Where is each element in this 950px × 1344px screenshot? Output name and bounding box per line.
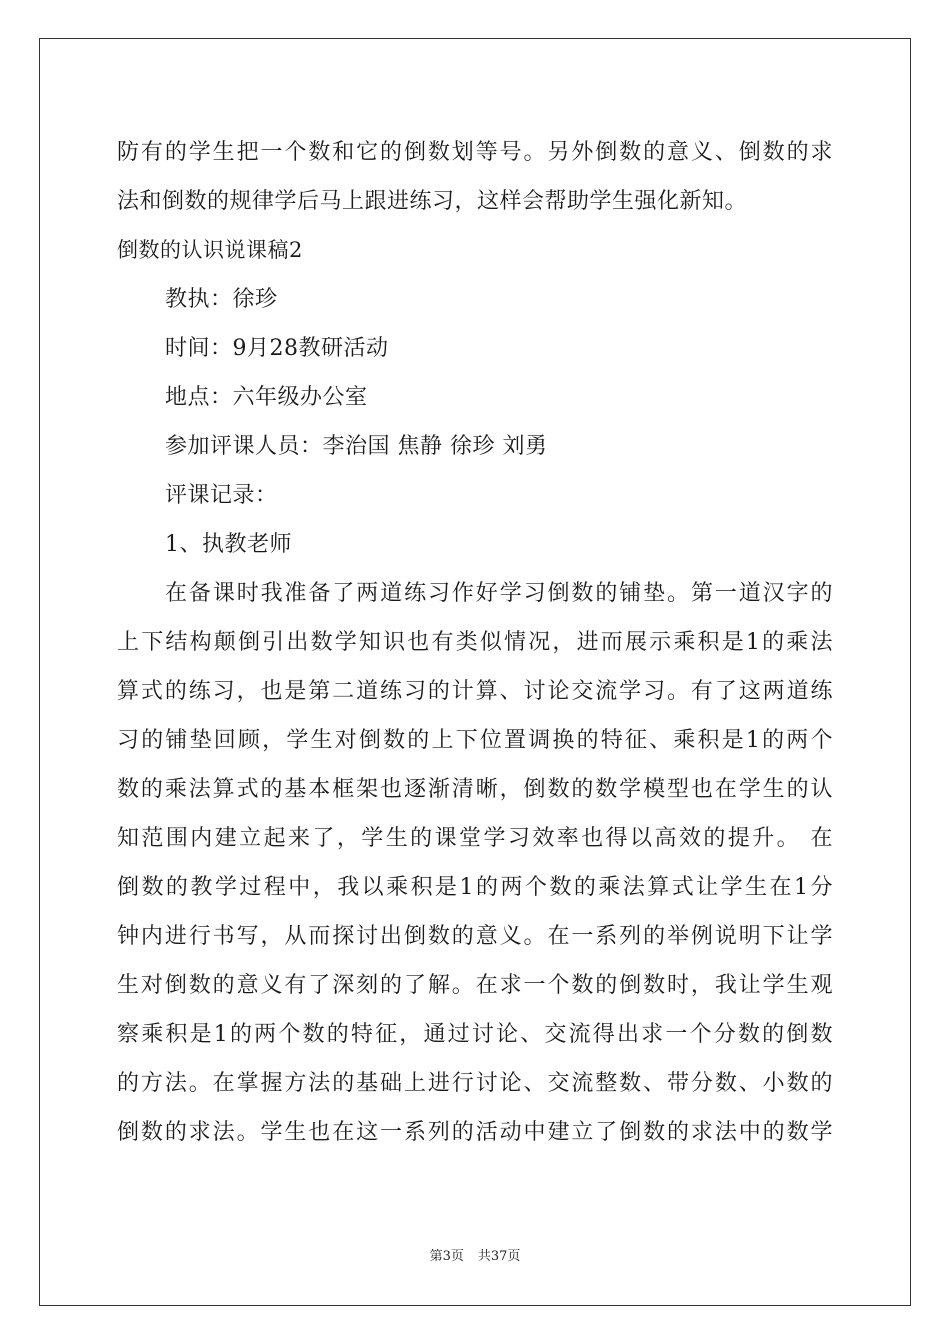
page-number-total: 共37页 [477, 1249, 521, 1264]
text-line: 知范围内建立起来了，学生的课堂学习效率也得以高效的提升。 在 [117, 826, 833, 851]
text-line: 的方法。在掌握方法的基础上进行讨论、交流整数、带分数、小数的 [117, 1071, 833, 1096]
page-footer [0, 1245, 950, 1264]
text-line: 察乘积是1的两个数的特征，通过讨论、交流得出求一个分数的倒数 [117, 1022, 833, 1047]
text-line: 上下结构颠倒引出数学知识也有类似情况，进而展示乘积是1的乘法 [117, 630, 833, 655]
text-line: 数的乘法算式的基本框架也逐渐清晰，倒数的数学模型也在学生的认 [117, 777, 833, 802]
page-number-current: 第3页 [429, 1249, 464, 1264]
text-line: 倒数的求法。学生也在这一系列的活动中建立了倒数的求法中的数学 [117, 1120, 833, 1145]
text-line: 法和倒数的规律学后马上跟进练习，这样会帮助学生强化新知。 [117, 189, 748, 214]
participants-line: 参加评课人员：李治国 焦静 徐珍 刘勇 [165, 434, 548, 459]
text-line: 算式的练习，也是第二道练习的计算、讨论交流学习。有了这两道练 [117, 679, 833, 704]
text-line: 倒数的教学过程中，我以乘积是1的两个数的乘法算式让学生在1分 [117, 875, 833, 900]
teacher-line: 教执：徐珍 [165, 287, 278, 312]
record-label: 评课记录： [165, 483, 278, 508]
time-line: 时间：9月28教研活动 [165, 336, 389, 361]
subsection-heading: 1、执教老师 [165, 532, 292, 557]
text-line: 钟内进行书写，从而探讨出倒数的意义。在一系列的举例说明下让学 [117, 924, 833, 949]
location-line: 地点：六年级办公室 [165, 385, 368, 410]
text-line: 在备课时我准备了两道练习作好学习倒数的铺垫。第一道汉字的 [165, 581, 833, 606]
section-heading: 倒数的认识说课稿2 [117, 238, 303, 262]
document-body [117, 128, 833, 1157]
text-line: 生对倒数的意义有了深刻的了解。在求一个数的倒数时，我让学生观 [117, 973, 833, 998]
text-line: 防有的学生把一个数和它的倒数划等号。另外倒数的意义、倒数的求 [117, 140, 833, 165]
text-line: 习的铺垫回顾，学生对倒数的上下位置调换的特征、乘积是1的两个 [117, 728, 833, 753]
